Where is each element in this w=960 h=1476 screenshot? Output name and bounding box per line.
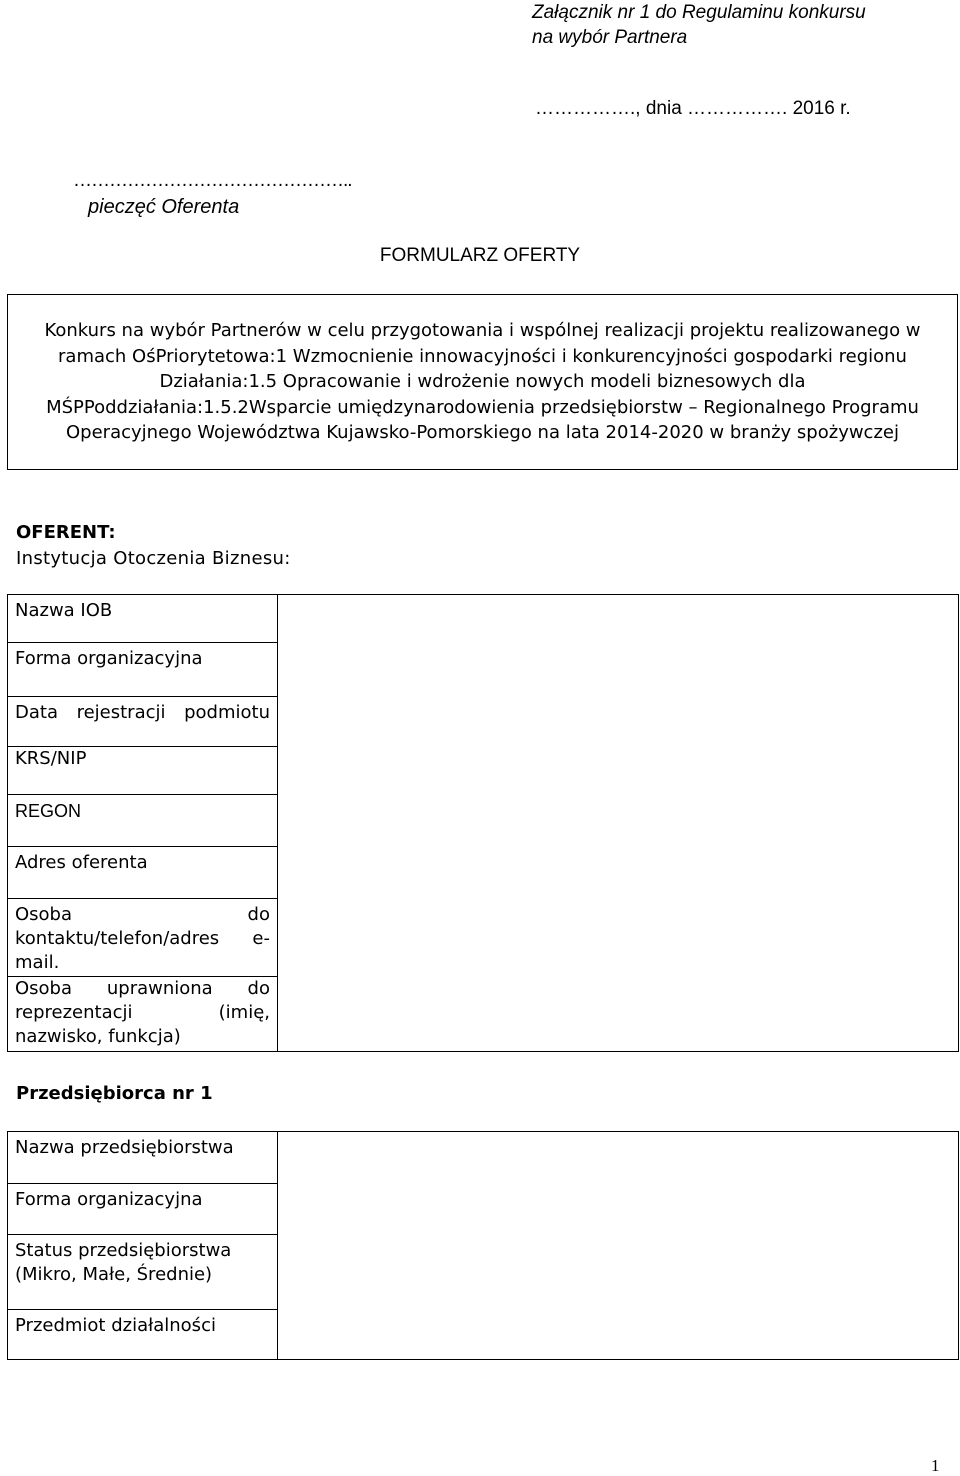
row-label-krs-nip: KRS/NIP [8, 747, 278, 795]
oferent-values-cell[interactable] [278, 595, 959, 1052]
row-label-status-przedsiebiorstwa: Status przedsiębiorstwa (Mikro, Małe, Średnie) [8, 1235, 278, 1310]
oferent-table [7, 594, 959, 1052]
row-label-data-rejestracji: Data rejestracji podmiotu [8, 697, 278, 747]
ibo-heading: Instytucja Otoczenia Biznesu: [16, 548, 291, 569]
row-label-osoba-uprawniona: Osoba uprawniona do reprezentacji (imię, nazwisko, funkcja) [8, 977, 278, 1052]
page-number: 1 [931, 1456, 940, 1475]
stamp-label: pieczęć Oferenta [88, 196, 240, 218]
row-label-forma-organizacyjna: Forma organizacyjna [8, 643, 278, 697]
row-label-przedmiot-dzialalnosci: Przedmiot działalności [8, 1310, 278, 1360]
row-label-regon: REGON [8, 795, 278, 847]
place-date-line: ……………., dnia ……………. 2016 r. [535, 98, 851, 119]
table-row [8, 1132, 959, 1184]
oferent-heading: OFERENT: [16, 522, 116, 543]
table-row [8, 595, 959, 643]
row-label-adres-oferenta: Adres oferenta [8, 847, 278, 899]
contest-description-box [7, 294, 958, 470]
enterprise-1-heading: Przedsiębiorca nr 1 [16, 1083, 213, 1104]
enterprise-1-table [7, 1131, 959, 1360]
stamp-placeholder-dots: ……………………………………….. [73, 170, 352, 191]
attachment-note [532, 0, 952, 50]
enterprise-1-values-cell[interactable] [278, 1132, 959, 1360]
row-label-osoba-kontaktowa: Osoba do kontaktu/telefon/adres e-mail. [8, 899, 278, 977]
row-label-nazwa-iob: Nazwa IOB [8, 595, 278, 643]
contest-description: Konkurs na wybór Partnerów w celu przygotowania i wspólnej realizacji projektu realizowanego w ramach OśPriorytetowa:1 Wzmocnienie innowacyjności i konkurencyjności gospodarki regionu Działania:1.5 Opracowanie i wdrożenie nowych modeli biznesowych dla MŚPPoddziałania:1.5.2Wsparcie umiędzynarodowienia przedsiębiorstw – Regionalnego Programu Operacyjnego Województwa Kujawsko-Pomorskiego na lata 2014-2020 w branży spożywczej [44, 320, 921, 444]
row-label-forma-organizacyjna: Forma organizacyjna [8, 1184, 278, 1235]
attachment-line-2: na wybór Partnera [532, 27, 688, 48]
row-label-nazwa-przedsiebiorstwa: Nazwa przedsiębiorstwa [8, 1132, 278, 1184]
form-title: FORMULARZ OFERTY [379, 245, 581, 266]
attachment-line-1: Załącznik nr 1 do Regulaminu konkursu [532, 2, 866, 23]
